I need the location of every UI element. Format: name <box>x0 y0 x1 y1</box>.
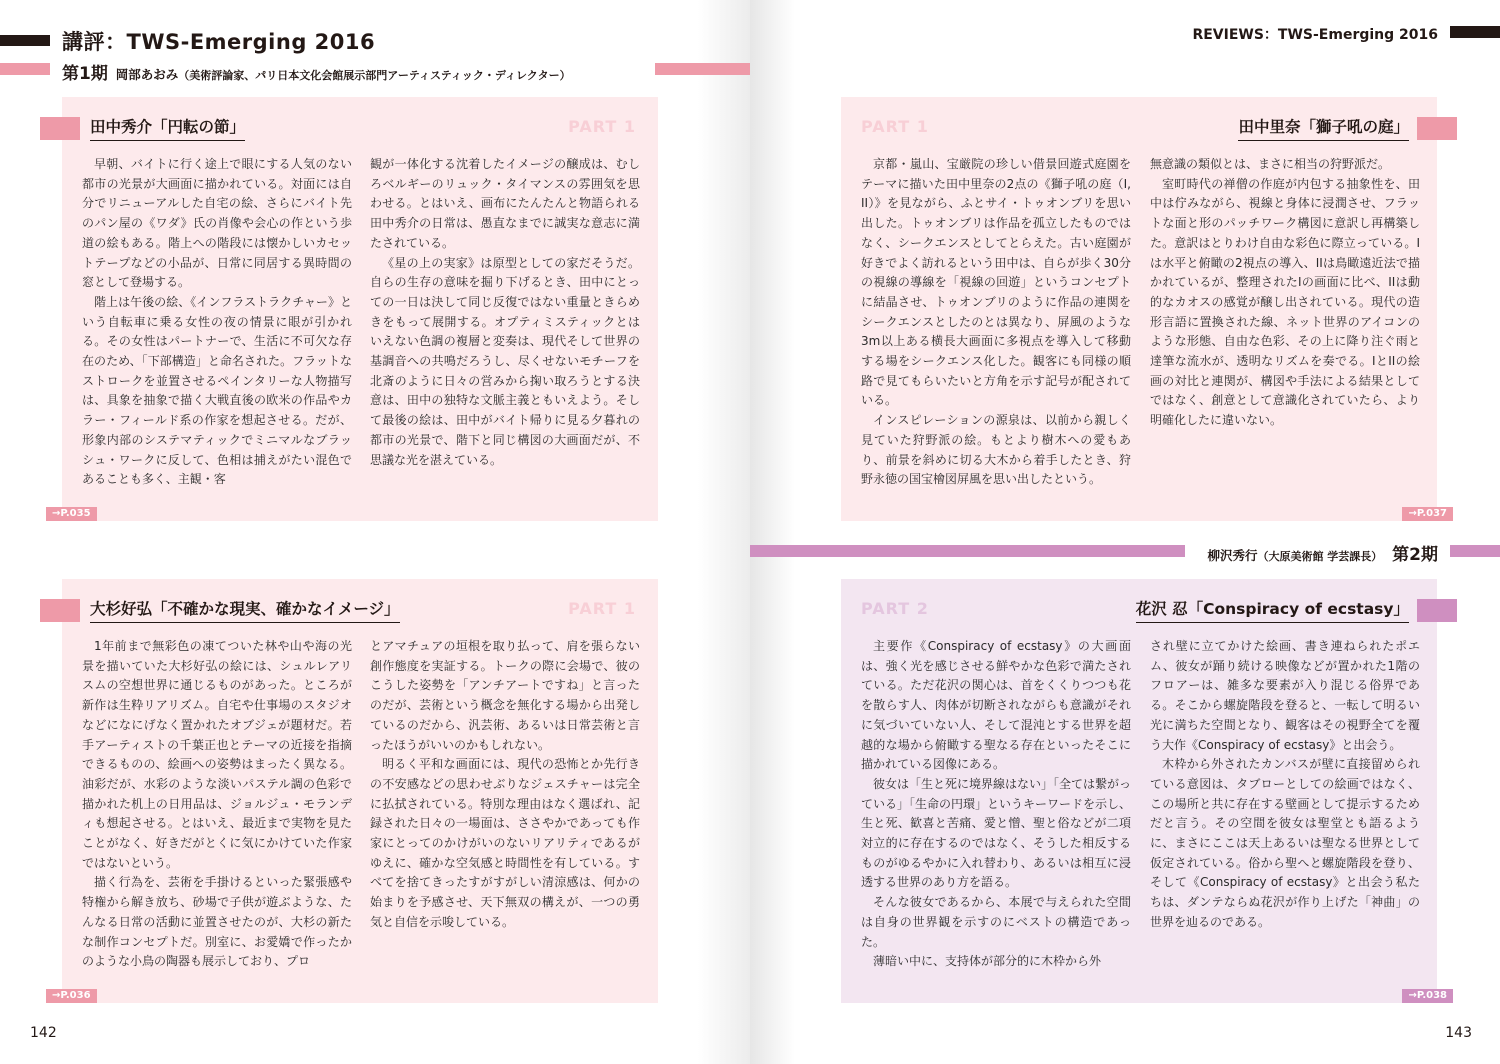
review-box <box>841 97 1447 521</box>
paragraph: 明るく平和な画面には、現代の恐怖とか先行きの不安感などの思わせぶりなジェスチャーは完全に払拭されている。特別な理由はなく選ばれ、記録された日々の一場面は、ささやかであっても作家にとってのかけがいのないリアリティであるがゆえに、確かな空気感と時間性を有している。すべてを捨てきったすがすがしい清涼感は、何かの始まりを予感させ、天下無双の構えが、一つの勇気と自信を示唆している。 <box>370 757 640 929</box>
page-reference-link[interactable]: →P.035 <box>46 507 97 521</box>
text-column-1 <box>82 155 352 490</box>
paragraph: 彼女は「生と死に境界線はない」「全ては繋がっている」「生命の円環」というキーワードを示し、生と死、歓喜と苦痛、愛と憎、聖と俗などが二項対立的に存在するのではなく、そうした相反するものがゆるやかに入れ替わり、あるいは相互に浸透する世界のあり方を語る。 <box>861 776 1132 890</box>
part-label: PART 1 <box>861 117 929 136</box>
text-column-2 <box>1150 155 1420 431</box>
page-reference-link[interactable]: →P.037 <box>1402 507 1453 521</box>
part-label: PART 1 <box>568 599 636 618</box>
page-reference-link[interactable]: →P.038 <box>1402 989 1453 1003</box>
header-black-bar <box>1450 26 1500 38</box>
text-column-2 <box>370 637 640 933</box>
paragraph: 無意識の類似とは、まさに相当の狩野派だ。 <box>1150 157 1391 171</box>
paragraph: 《星の上の実家》は原型としての家だそうだ。自らの生存の意味を掘り下げるとき、田中にとっての一日は決して同じ反復ではない重量ときらめきをもって展開する。オプティミスティックとはいえない色調の複層と変奏は、現代そして世界の基調音への共鳴だろうし、尽くせないモチーフを北斎のように日々の営みから掬い取ろうとする決意は、田中の独特な文脈主義ともいえよう。そして最後の絵は、田中がバイト帰りに見る夕暮れの都市の光景で、階下と同じ構図の大画面だが、不思議な光を湛えている。 <box>370 255 640 467</box>
term-reviewer: 岡部あおみ <box>115 67 179 82</box>
paragraph: され壁に立てかけた絵画、書き連ねられたポエム、彼女が踊り続ける映像などが置かれた1階のフロアーは、雑多な要素が入り混じる俗界である。そこから螺旋階段を登ると、一転して明るい光に満ちた空間となり、観客はその視野全てを覆う大作《Conspiracy of ecstasy》と出会う。 <box>1150 639 1420 752</box>
review-title: 田中里奈「獅子吼の庭」 <box>1238 115 1409 141</box>
term-line <box>62 59 571 84</box>
paragraph: 木枠から外されたカンバスが壁に直接留められている意図は、タブローとしての絵画ではなく、この場所と共に存在する壁画として提示するためだと言う。その空間を彼女は聖堂とも語るように、まさにここは天上あるいは聖なる世界として仮定されている。俗から聖へと螺旋階段を登り、そして《Conspiracy of ecstasy》と出会う私たちは、ダンテならぬ花沢が作り上げた「神曲」の世界を辿るのである。 <box>1150 757 1420 929</box>
review-title: 大杉好弘「不確かな現実、確かなイメージ」 <box>90 597 400 623</box>
term-pink-bar-right <box>655 63 750 75</box>
paragraph: 1年前まで無彩色の凍てついた林や山や海の光景を描いていた大杉好弘の絵には、シュルレアリスムの空想世界に通じるものがあった。ところが新作は生粋リアリズム。自宅や仕事場のスタジオなどになにげなく置かれたオブジェが題材だ。若手アーティストの千葉正也とテーマの近接を指摘できるものの、絵画への姿勢はまったく異なる。油彩だが、水彩のような淡いパステル調の色彩で描かれた机上の日用品は、ジョルジュ・モランディも想起させる。とはいえ、最近まで実物を見たことがなく、好きだがとくに気にかけていた作家ではないという。 <box>82 639 352 870</box>
page-number: 142 <box>30 1025 57 1041</box>
text-column-2 <box>370 155 640 470</box>
term-reviewer-role: （大原美術館 学芸課長） <box>1257 550 1383 563</box>
review-box <box>841 579 1447 1003</box>
term-number: 第1期 <box>62 64 108 84</box>
term-pink-bar-left <box>0 63 50 75</box>
title-tab <box>1417 117 1457 140</box>
part-label: PART 1 <box>568 117 636 136</box>
right-page <box>750 0 1500 1064</box>
paragraph: 描く行為を、芸術を手掛けるといった緊張感や特権から解き放ち、砂場で子供が遊ぶような、たんなる日常の活動に並置させたのが、大杉の新たな制作コンセプトだ。別室に、お愛嬌で作ったかのような小鳥の陶器も展示しており、プロ <box>82 875 352 969</box>
text-column-1 <box>861 155 1131 490</box>
page-number: 143 <box>1445 1025 1472 1041</box>
review-box <box>52 579 658 1003</box>
part-label: PART 2 <box>861 599 929 618</box>
text-column-1 <box>861 637 1131 972</box>
paragraph: 京都・嵐山、宝厳院の珍しい借景回遊式庭園をテーマに描いた田中里奈の2点の《獅子吼の庭（I, II）》を見ながら、ふとサイ・トゥオンブリを思い出した。トゥオンブリは作品を孤立したものではなく、シークエンスとしてとらえた。古い庭園が好きでよく訪れるという田中は、自らが歩く30分の視線の導線を「視線の回遊」というコンセプトに結晶させ、トゥオンブリのように作品の連関をシークエンスとしたのとは異なり、屏風のような3m以上ある横長大画面に多視点を導入して移動する場をシークエンス化した。観客にも同様の順路で見てもらいたいと方角を示す記号が配されている。 <box>861 157 1131 408</box>
paragraph: 早朝、バイトに行く途上で眼にする人気のない都市の光景が大画面に描かれている。対面には自分でリニューアルした自宅の絵、さらにバイト先のパン屋の《ワダ》氏の肖像や会心の作という歩道の絵もある。階上への階段には懐かしいカセットテープなどの小品が、日常に同居する異時間の窓として登場する。 <box>82 157 352 290</box>
paragraph: 観が一体化する沈着したイメージの醸成は、むしろベルギーのリュック・タイマンスの雰囲気を思わせる。とはいえ、画布にたんたんと物語られる田中秀介の日常は、愚直なまでに誠実な意志に満たされている。 <box>370 157 640 250</box>
text-column-2 <box>1150 637 1420 933</box>
title-tab <box>40 117 80 140</box>
text-column-1 <box>82 637 352 972</box>
paragraph: そんな彼女であるから、本展で与えられた空間は自身の世界観を示すのにベストの構造であった。 <box>861 895 1131 949</box>
title-tab <box>40 599 80 622</box>
term-line <box>1207 540 1438 565</box>
header-black-bar <box>0 35 50 46</box>
term-reviewer-role: （美術評論家、パリ日本文化会館展示部門アーティスティック・ディレクター） <box>178 69 571 82</box>
review-box <box>52 97 658 521</box>
paragraph: 薄暗い中に、支持体が部分的に木枠から外 <box>873 954 1102 969</box>
paragraph: 階上は午後の絵、《インフラストラクチャー》という自転車に乗る女性の夜の情景に眼が引かれる。その女性はパートナーで、生活に不可欠な存在のため、「下部構造」と命名された。フラットなストロークを並置させるペインタリーな人物描写は、具象を抽象で描く大戦直後の欧米の作品やカラー・フィールド系の作家を想起させる。だが、形象内部のシステマティックでミニマルなブラッシュ・ワークに反して、色相は捕えがたい混色であることも多く、主観・客 <box>82 294 352 487</box>
term-reviewer: 柳沢秀行 <box>1207 548 1258 563</box>
title-tab <box>1417 599 1457 622</box>
paragraph: インスピレーションの源泉は、以前から親しく見ていた狩野派の絵。もとより樹木への愛もあり、前景を斜めに切る大木から着手したとき、狩野永徳の国宝檜図屏風を思い出したという。 <box>861 413 1131 487</box>
page-header-title: REVIEWS：TWS-Emerging 2016 <box>1192 27 1438 43</box>
paragraph: 主要作《Conspiracy of ecstasy》の大画面は、強く光を感じさせる鮮やかな色彩で満たされている。ただ花沢の関心は、首をくくりつつも花を散らす人、肉体が切断されながらも意識がそれに気づいていない人、そして混沌とする世界を超越的な場から俯瞰する聖なる存在といったそこに描かれている図像にある。 <box>861 639 1131 772</box>
review-title: 田中秀介「円転の節」 <box>90 115 245 141</box>
page-header-title: 講評：TWS-Emerging 2016 <box>62 30 376 54</box>
page-reference-link[interactable]: →P.036 <box>46 989 97 1003</box>
paragraph: 室町時代の禅僧の作庭が内包する抽象性を、田中は佇みながら、視線と身体に浸潤させ、フラットな面と形のパッチワーク構図に意訳し再構築した。意訳はとりわけ自由な彩色に際立っている。Iは水平と俯瞰の2視点の導入、IIは鳥瞰遠近法で描かれているが、整理されたIの画面に比べ、IIは動的なカオスの感覚が醸し出されている。現代の造形言語に置換された線、ネット世界のアイコンのような形態、自由な色彩、その上に降り注ぐ雨と達筆な流水が、透明なリズムを奏でる。IとIIの絵画の対比と連関が、構図や手法による結果としてではなく、創意として意識化されていたら、より明確化したに違いない。 <box>1150 176 1420 428</box>
term-purple-bar-left <box>750 545 1185 557</box>
term-number: 第2期 <box>1392 545 1438 565</box>
term-purple-bar-right <box>1450 545 1500 557</box>
review-title: 花沢 忍「Conspiracy of ecstasy」 <box>1136 597 1409 623</box>
paragraph: とアマチュアの垣根を取り払って、肩を張らない創作態度を実証する。トークの際に会場で、彼のこうした姿勢を「アンチアートですね」と言ったのだが、芸術という概念を無化する場から出発しているのだから、汎芸術、あるいは日常芸術と言ったほうがいいのかもしれない。 <box>370 639 640 752</box>
